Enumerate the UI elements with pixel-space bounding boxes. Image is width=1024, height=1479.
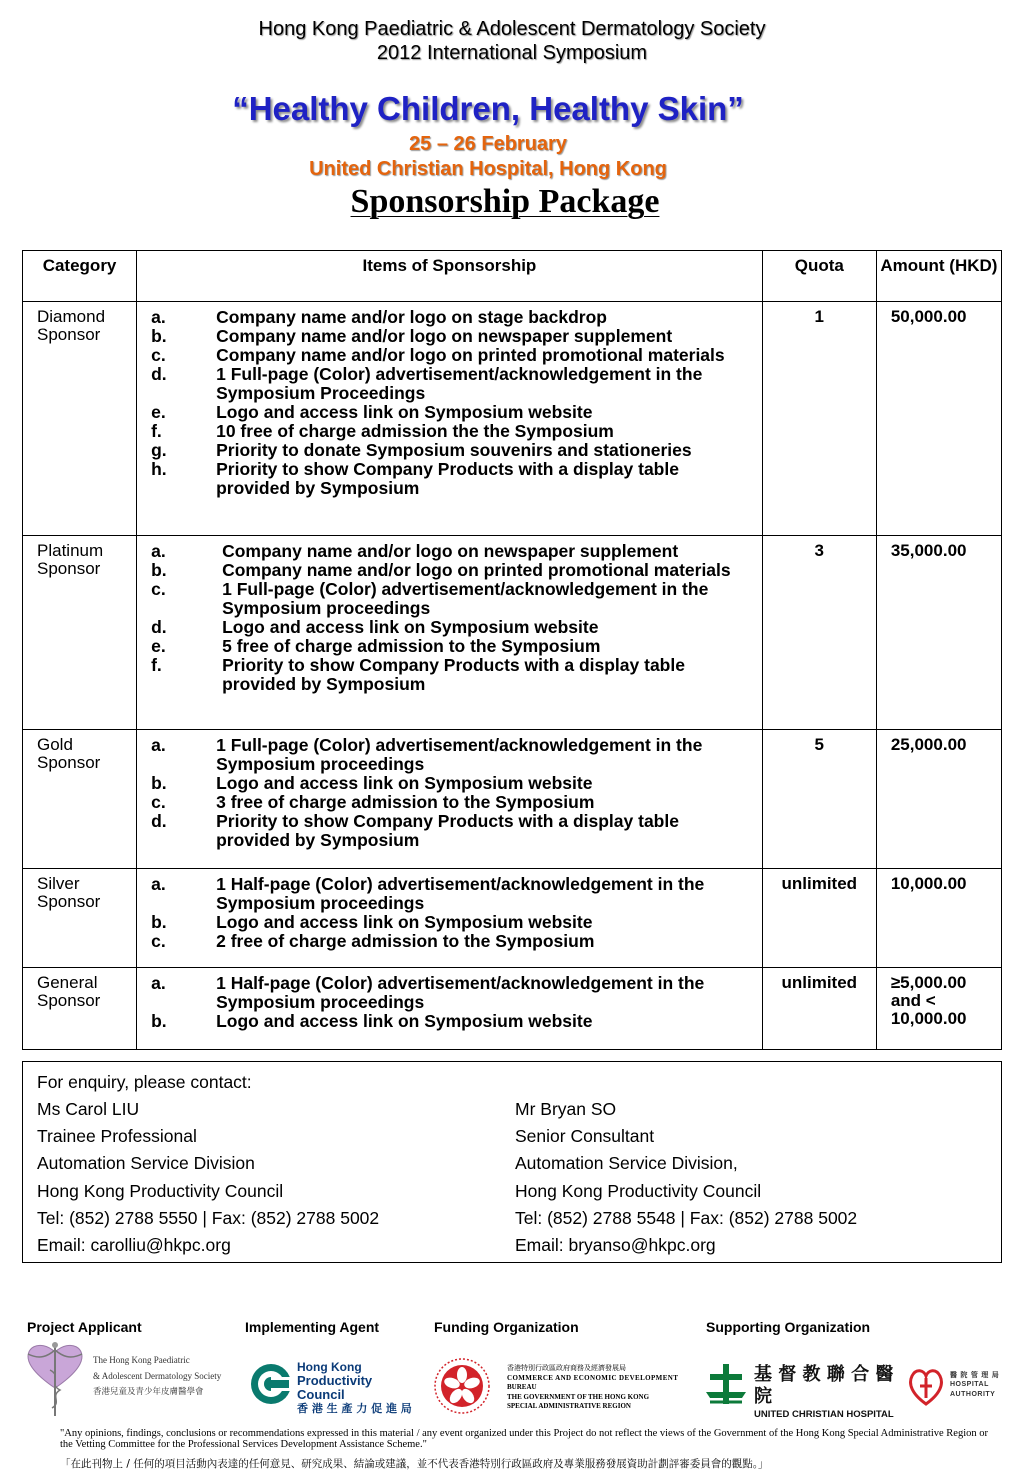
symposium-title: 2012 International Symposium	[376, 42, 648, 64]
label-supporting-organization: Supporting Organization	[706, 1319, 871, 1335]
cedb-name-en-2: BUREAU	[507, 1383, 537, 1391]
list-item: c. 3 free of charge admission to the Symposium	[151, 792, 595, 812]
list-item: a. 1 Half-page (Color) advertisement/acknowledgement in the Symposium proceedings	[151, 973, 705, 1012]
symposium-date: 25 – 26 February	[409, 133, 567, 155]
symposium-venue: United Christian Hospital, Hong Kong	[309, 158, 667, 180]
hkpc-emblem-icon	[249, 1362, 293, 1406]
items-cell	[137, 730, 763, 869]
list-item: c. 1 Full-page (Color) advertisement/acknowledgement in the Symposium proceedings	[151, 579, 709, 618]
quota-cell: unlimited	[762, 968, 876, 1050]
applicant-name-en-2: & Adolescent Dermatology Society	[93, 1371, 222, 1381]
hkpc-logo	[249, 1360, 419, 1415]
society-name: Hong Kong Paediatric & Adolescent Dermatology Society	[258, 18, 766, 40]
header-items: Items of Sponsorship	[137, 251, 763, 302]
bauhinia-emblem-icon	[434, 1358, 490, 1414]
ha-emblem-icon	[906, 1364, 946, 1408]
ha-name-en-2: AUTHORITY	[950, 1391, 996, 1398]
cross-emblem-icon	[704, 1362, 748, 1408]
list-item: d. Logo and access link on Symposium website	[151, 617, 599, 637]
category-cell: Platinum Sponsor	[23, 536, 137, 730]
list-item: c. 2 free of charge admission to the Symposium	[151, 931, 595, 951]
list-item: a. Company name and/or logo on newspaper supplement	[151, 541, 679, 561]
amount-cell: 10,000.00	[876, 869, 1001, 968]
ha-name-en-1: HOSPITAL	[950, 1381, 989, 1388]
quota-cell: unlimited	[762, 869, 876, 968]
label-project-applicant: Project Applicant	[27, 1319, 142, 1335]
items-cell	[137, 536, 763, 730]
list-item: b. Logo and access link on Symposium website	[151, 1011, 593, 1031]
contact-right-name: Mr Bryan SO	[515, 1099, 617, 1119]
applicant-name-zh: 香港兒童及青少年皮膚醫學會	[93, 1387, 204, 1397]
amount-cell: 50,000.00	[876, 302, 1001, 536]
contact-left-title: Trainee Professional	[37, 1126, 197, 1146]
list-item: f. 10 free of charge admission the the Symposium	[151, 421, 614, 441]
hkpc-name-en-1: Hong Kong	[297, 1360, 362, 1374]
contact-right-org: Hong Kong Productivity Council	[515, 1181, 762, 1201]
list-item: b. Company name and/or logo on printed promotional materials	[151, 560, 731, 580]
quota-cell: 3	[762, 536, 876, 730]
list-item: e. 5 free of charge admission to the Symposium	[151, 636, 601, 656]
items-cell	[137, 302, 763, 536]
contact-box	[22, 1061, 1002, 1263]
items-cell	[137, 869, 763, 968]
category-cell: General Sponsor	[23, 968, 137, 1050]
contact-left-email[interactable]: Email: carolliu@hkpc.org	[37, 1235, 231, 1255]
hkpc-name-zh: 香 港 生 產 力 促 進 局	[297, 1402, 412, 1415]
contact-right-tel: Tel: (852) 2788 5548 | Fax: (852) 2788 5002	[515, 1208, 858, 1228]
table-row	[23, 968, 1002, 1050]
disclaimer-english: "Any opinions, findings, conclusions or recommendations expressed in this material / any event organized under this Project do not reflect the views of the Government of the Hong Kong Special Administrative Region or the Vetting Committee for the Professional Services Development Assistance Scheme."	[60, 1428, 988, 1450]
cedb-name-zh: 香港特別行政區政府商務及經濟發展局	[507, 1364, 626, 1372]
table-row	[23, 730, 1002, 869]
table-row	[23, 869, 1002, 968]
contact-left-division: Automation Service Division	[37, 1153, 255, 1173]
cedb-logo	[434, 1358, 704, 1416]
amount-cell: 35,000.00	[876, 536, 1001, 730]
amount-cell: ≥5,000.00 and < 10,000.00	[876, 968, 1001, 1050]
disclaimer-chinese: 「在此刊物上 / 任何的項目活動內表達的任何意見、研究成果、結論或建議，並不代表香港特別行政區政府及專業服務發展資助計劃評審委員會的觀點。」	[60, 1458, 769, 1470]
list-item: e. Logo and access link on Symposium website	[151, 402, 593, 422]
caduceus-heart-icon	[20, 1340, 90, 1418]
quota-cell: 5	[762, 730, 876, 869]
list-item: d. Priority to show Company Products with a display table provided by Symposium	[151, 811, 679, 850]
list-item: a. Company name and/or logo on stage backdrop	[151, 307, 607, 327]
list-item: a. 1 Half-page (Color) advertisement/acknowledgement in the Symposium proceedings	[151, 874, 705, 913]
contact-left-name: Ms Carol LIU	[37, 1099, 140, 1119]
list-item: b. Company name and/or logo on newspaper supplement	[151, 326, 673, 346]
table-header-row	[23, 251, 1002, 302]
contact-left-org: Hong Kong Productivity Council	[37, 1181, 284, 1201]
items-cell	[137, 968, 763, 1050]
contact-intro: For enquiry, please contact:	[37, 1072, 252, 1092]
category-cell: Silver Sponsor	[23, 869, 137, 968]
hospital-authority-logo	[906, 1364, 1006, 1408]
label-implementing-agent: Implementing Agent	[245, 1319, 380, 1335]
uch-name-en: UNITED CHRISTIAN HOSPITAL	[754, 1409, 894, 1420]
list-item: b. Logo and access link on Symposium website	[151, 912, 593, 932]
table-row	[23, 536, 1002, 730]
package-title: Sponsorship Package	[350, 183, 660, 220]
uch-name-zh: 基 督 教 聯 合 醫 院	[754, 1364, 894, 1407]
list-item: g. Priority to donate Symposium souvenirs and stationeries	[151, 440, 692, 460]
list-item: a. 1 Full-page (Color) advertisement/acknowledgement in the Symposium proceedings	[151, 735, 703, 774]
list-item: d. 1 Full-page (Color) advertisement/acknowledgement in the Symposium Proceedings	[151, 364, 703, 403]
quota-cell: 1	[762, 302, 876, 536]
cedb-name-en-4: SPECIAL ADMINISTRATIVE REGION	[507, 1402, 631, 1410]
hkpc-name-en-2: Productivity Council	[297, 1373, 373, 1402]
header-category: Category	[23, 251, 137, 302]
contact-right-division: Automation Service Division,	[515, 1153, 738, 1173]
sponsorship-table	[22, 250, 1002, 1050]
cedb-name-en-3: THE GOVERNMENT OF THE HONG KONG	[507, 1392, 650, 1401]
contact-right-title: Senior Consultant	[515, 1126, 655, 1146]
applicant-name-en-1: The Hong Kong Paediatric	[93, 1355, 190, 1365]
uch-logo	[704, 1362, 904, 1420]
category-cell: Gold Sponsor	[23, 730, 137, 869]
applicant-logo	[20, 1340, 230, 1420]
list-item: b. Logo and access link on Symposium website	[151, 773, 593, 793]
list-item: f. Priority to show Company Products with a display table provided by Symposium	[151, 655, 685, 694]
cedb-name-en-1: COMMERCE AND ECONOMIC DEVELOPMENT	[507, 1373, 679, 1382]
list-item: c. Company name and/or logo on printed promotional materials	[151, 345, 725, 365]
symposium-theme: “Healthy Children, Healthy Skin”	[232, 90, 744, 127]
header-amount: Amount (HKD)	[876, 251, 1001, 302]
category-cell: Diamond Sponsor	[23, 302, 137, 536]
label-funding-organization: Funding Organization	[434, 1319, 579, 1335]
list-item: h. Priority to show Company Products with a display table provided by Symposium	[151, 459, 679, 498]
ha-name-zh: 醫 院 管 理 局	[950, 1371, 1000, 1379]
table-row	[23, 302, 1002, 536]
contact-right-email[interactable]: Email: bryanso@hkpc.org	[515, 1235, 716, 1255]
amount-cell: 25,000.00	[876, 730, 1001, 869]
contact-left-tel: Tel: (852) 2788 5550 | Fax: (852) 2788 5002	[37, 1208, 380, 1228]
header-quota: Quota	[762, 251, 876, 302]
